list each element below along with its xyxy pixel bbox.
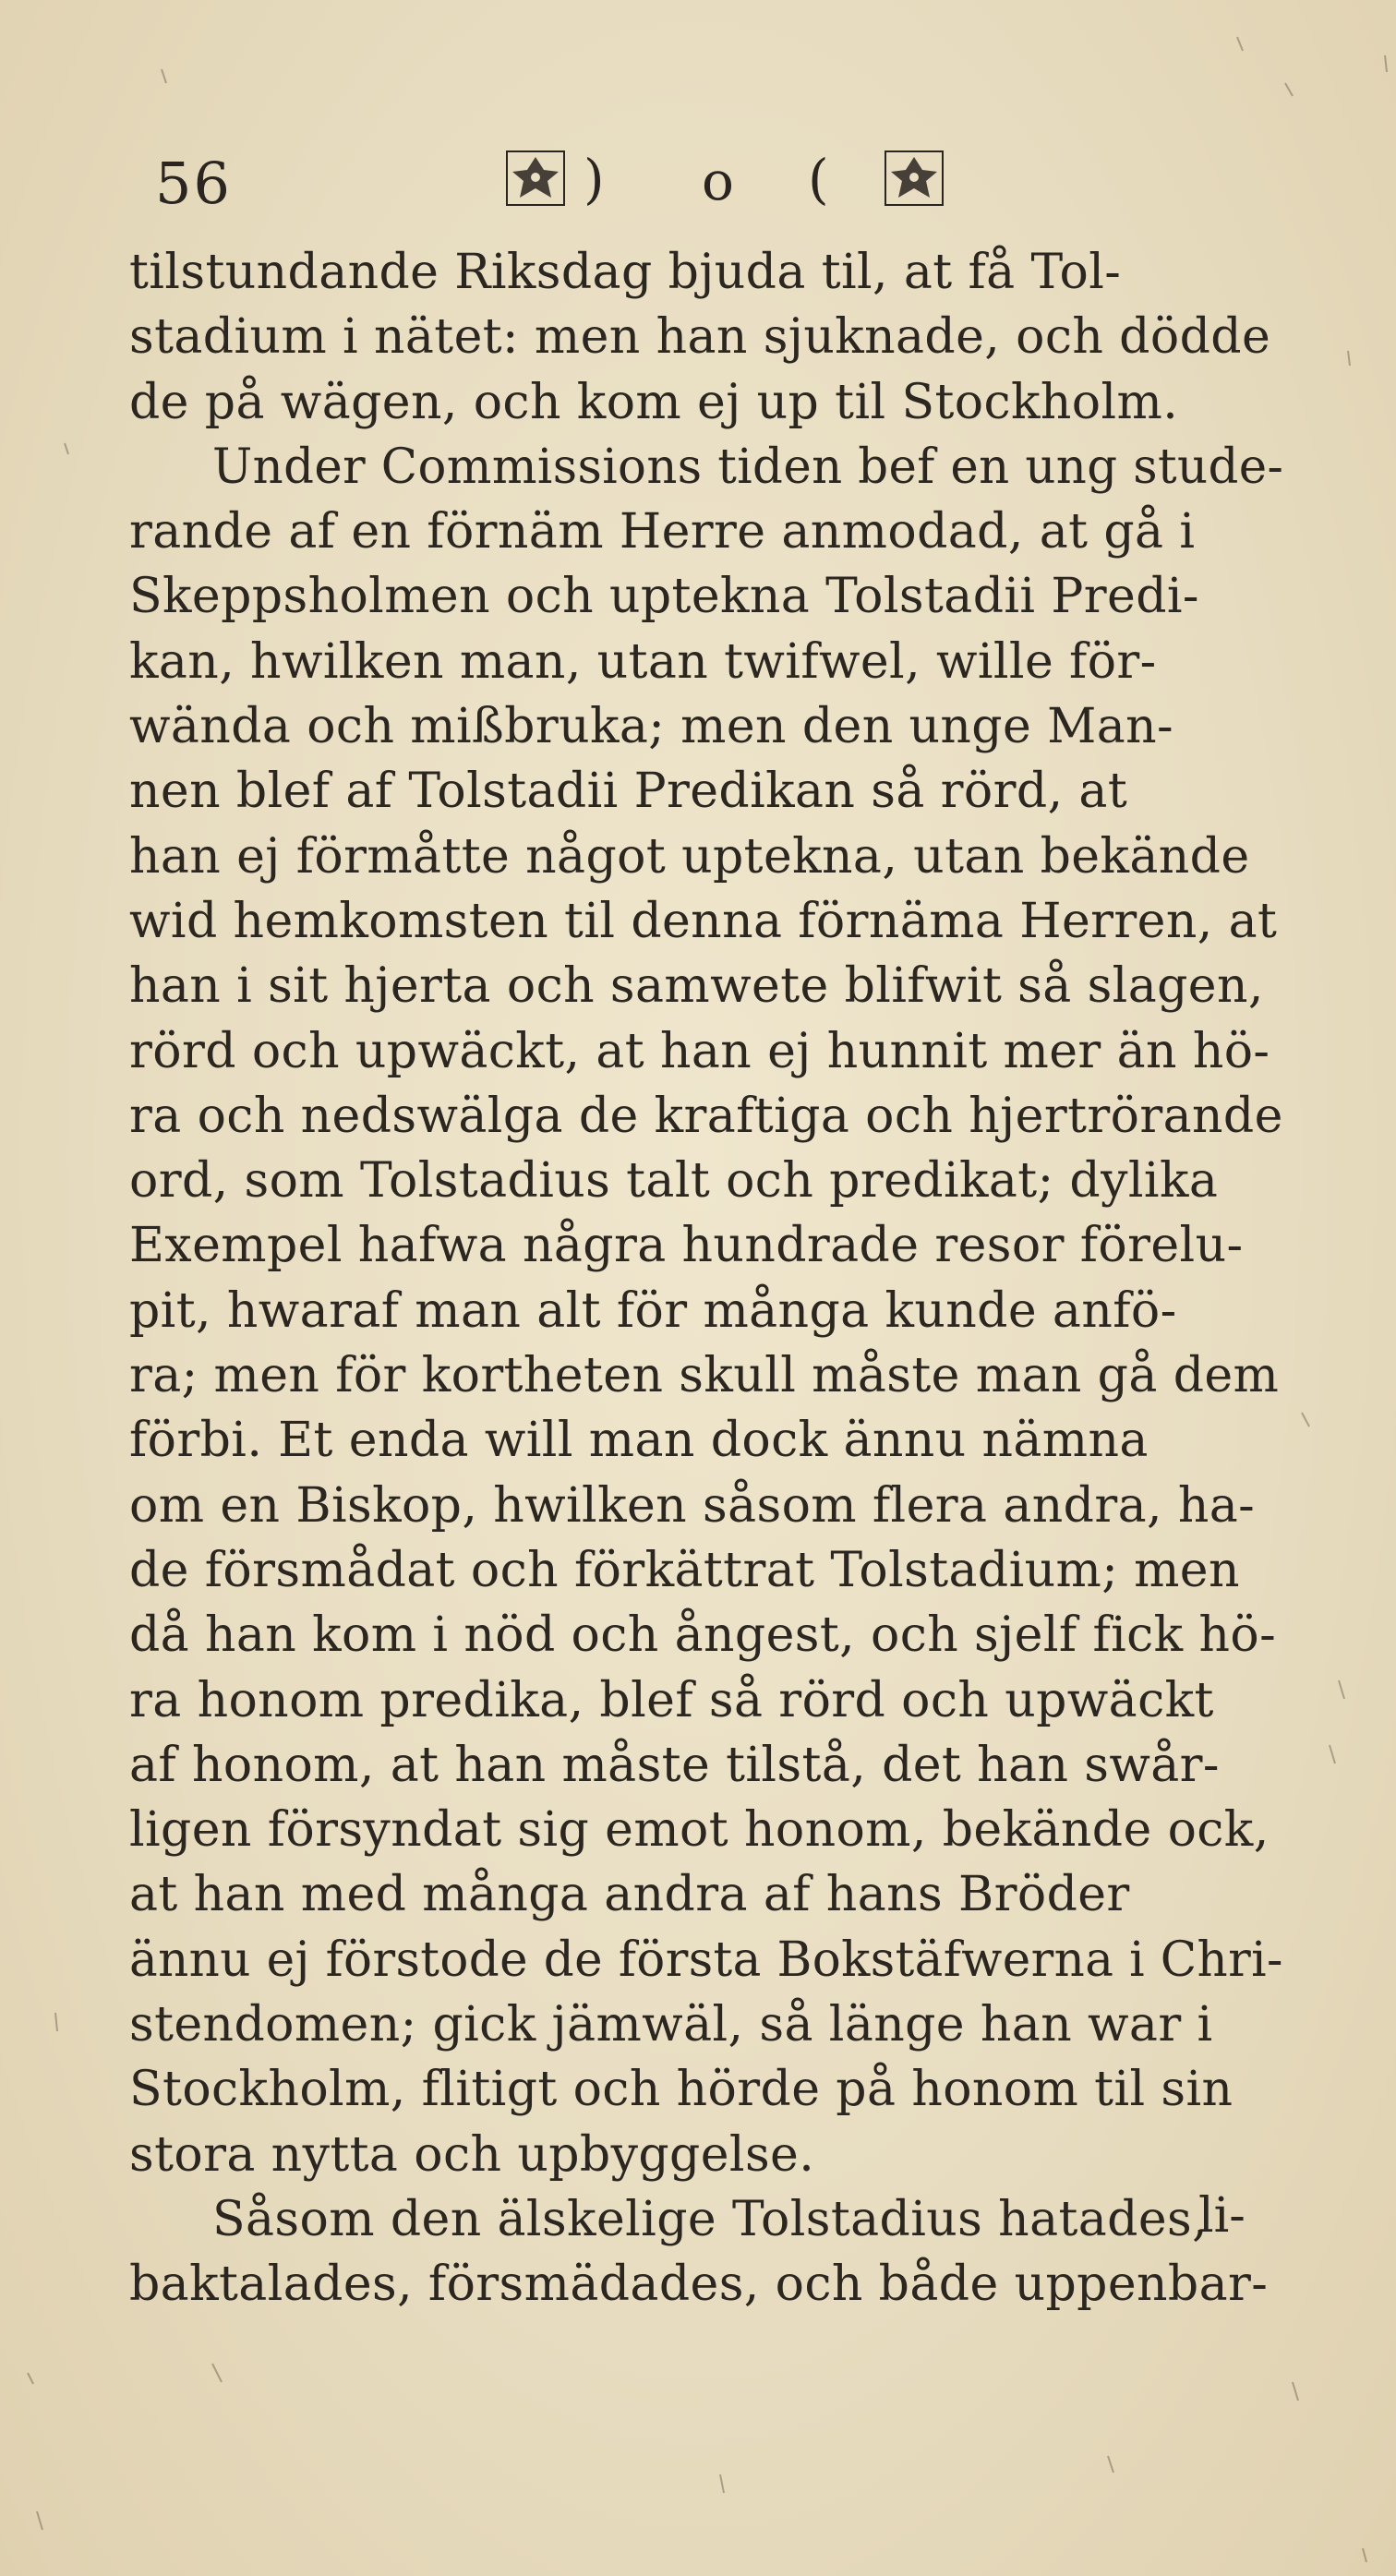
text-line: Såsom den älskelige Tolstadius hatades,	[212, 2191, 1209, 2247]
ornament-left-icon	[503, 148, 568, 212]
text-line: ra; men för kortheten skull måste man gå dem	[129, 1348, 1280, 1404]
header-circle-mark: o	[702, 150, 734, 212]
text-line: stora nytta och upbyggelse.	[129, 2126, 815, 2183]
text-line: kan, hwilken man, utan twifwel, wille för-	[129, 633, 1157, 690]
catchword: li-	[1198, 2188, 1246, 2244]
text-line: pit, hwaraf man alt för många kunde anfö-	[129, 1282, 1177, 1339]
text-line: Skeppsholmen och uptekna Tolstadii Predi-	[129, 569, 1199, 625]
text-line: baktalades, försmädades, och både uppenbar-	[129, 2257, 1269, 2313]
text-line: at han med många andra af hans Bröder	[129, 1867, 1130, 1923]
page-number: 56	[155, 150, 232, 217]
text-line: ännu ej förstode de första Bokstäfwerna i Chri-	[129, 1932, 1283, 1988]
text-line: om en Biskop, hwilken såsom flera andra, ha-	[129, 1477, 1256, 1534]
text-line: tilstundande Riksdag bjuda til, at få Tol-	[129, 245, 1122, 300]
body-text	[129, 240, 1283, 2317]
text-line: stendomen; gick jämwäl, så länge han war i	[129, 1997, 1213, 2053]
text-line: Exempel hafwa några hundrade resor förelu-	[129, 1218, 1244, 1274]
text-line: nen blef af Tolstadii Predikan så rörd, at	[129, 764, 1128, 820]
text-line: af honom, at han måste tilstå, det han swår-	[129, 1737, 1220, 1793]
header-paren-left: )	[584, 148, 605, 211]
text-line: Stockholm, flitigt och hörde på honom til sin	[129, 2062, 1234, 2118]
text-line: förbi. Et enda will man dock ännu nämna	[129, 1413, 1149, 1469]
running-header	[0, 138, 1396, 222]
text-line: wända och mißbruka; men den unge Man-	[129, 699, 1173, 755]
header-paren-right: (	[808, 148, 829, 211]
text-line: då han kom i nöd och ångest, och sjelf fick hö-	[129, 1607, 1277, 1664]
text-line: ra och nedswälga de kraftiga och hjertrörande	[129, 1088, 1283, 1144]
text-line: ligen försyndat sig emot honom, bekände ock,	[129, 1802, 1270, 1859]
text-line: ra honom predika, blef så rörd och upwäckt	[129, 1672, 1214, 1728]
text-line: Under Commissions tiden bef en ung stude-	[212, 439, 1284, 495]
text-line: de på wägen, och kom ej up til Stockholm.	[129, 374, 1179, 430]
text-line: han ej förmåtte något uptekna, utan bekände	[129, 828, 1250, 885]
text-line: han i sit hjerta och samwete blifwit så slagen,	[129, 958, 1264, 1015]
text-line: de försmådat och förkättrat Tolstadium; men	[129, 1542, 1240, 1598]
text-line: wid hemkomsten til denna förnäma Herren, at	[129, 893, 1278, 949]
text-line: ord, som Tolstadius talt och predikat; dylika	[129, 1153, 1219, 1210]
ornament-right-icon	[882, 148, 946, 212]
text-line: rande af en förnäm Herre anmodad, at gå i	[129, 504, 1196, 560]
text-line: rörd och upwäckt, at han ej hunnit mer än hö-	[129, 1023, 1270, 1079]
text-line: stadium i nätet: men han sjuknade, och dödde	[129, 309, 1271, 366]
